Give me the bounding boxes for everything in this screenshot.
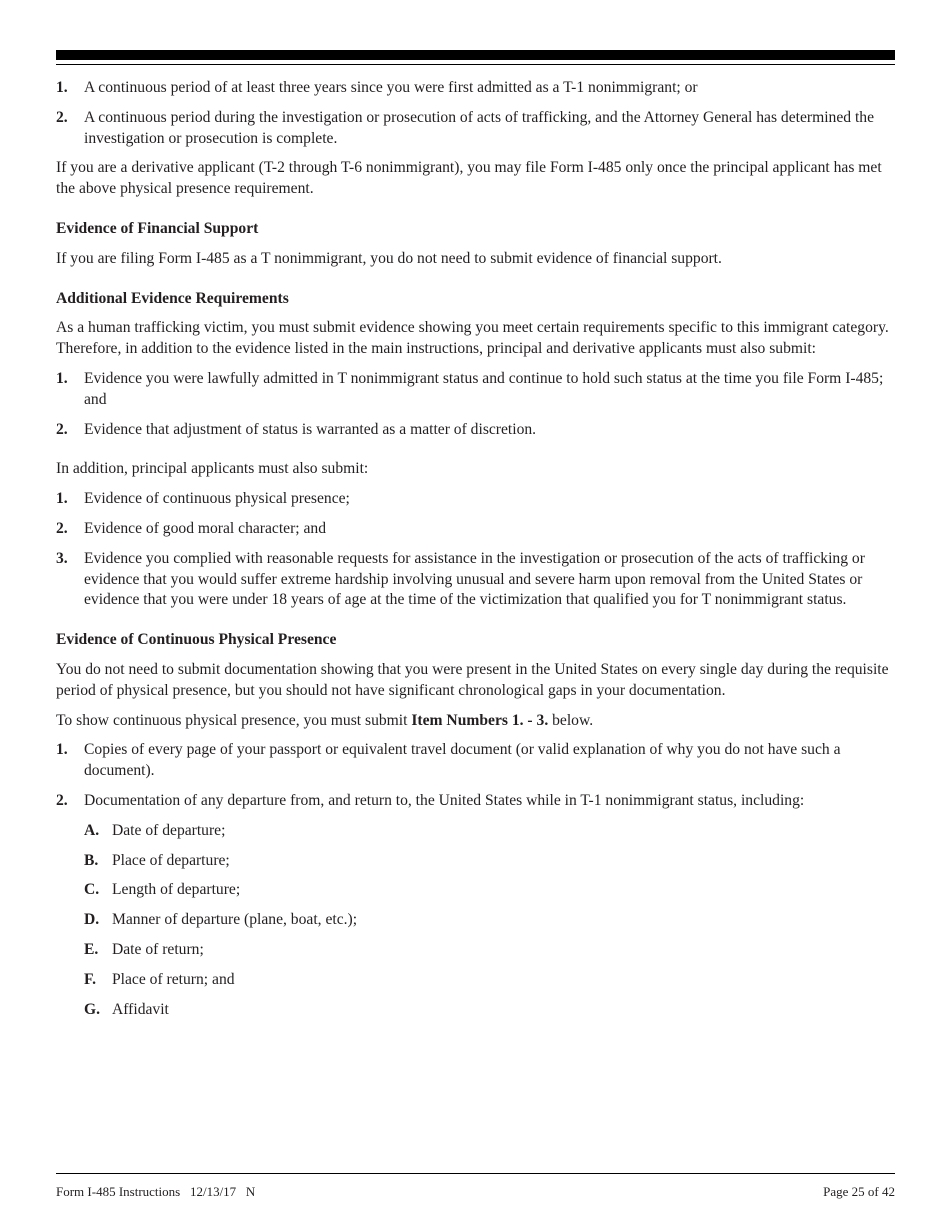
footer-rule (56, 1173, 895, 1174)
item-text: Manner of departure (plane, boat, etc.); (112, 911, 358, 929)
sub-list-item (84, 880, 895, 901)
item-text: Evidence you were lawfully admitted in T nonimmigrant status and continue to hold such status at the time you file Form I-485; and (84, 369, 884, 408)
sub-list-item (84, 1000, 895, 1021)
presence-paragraph: You do not need to submit documentation showing that you were present in the United States on every single day during the requisite period of physical presence, but you should not have significant chronological gaps in your documentation. (56, 660, 889, 699)
item-number: 2. (56, 791, 68, 809)
item-number: 2. (56, 420, 68, 438)
item-letter: E. (84, 940, 99, 958)
item-text: Date of return; (112, 940, 204, 958)
item-text: Place of departure; (112, 851, 230, 869)
header-rule-thick (56, 50, 895, 60)
item-text: Evidence of continuous physical presence; (84, 490, 350, 508)
list-item (56, 740, 895, 782)
item-text: A continuous period of at least three years since you were first admitted as a T-1 nonimmigrant; or (84, 79, 698, 96)
list-item (56, 78, 895, 99)
item-text: Evidence of good moral character; and (84, 519, 327, 537)
list-item (56, 791, 895, 812)
item-text: Evidence you complied with reasonable requests for assistance in the investigation or prosecution of the acts of trafficking or evidence that you would suffer extreme hardship involving unusual and severe harm upon removal from the United States or evidence that you were under 18 years of age at the time of the victimization that qualified you for T nonimmigrant status. (84, 549, 865, 609)
header-rule-thin (56, 64, 895, 65)
item-number: 2. (56, 108, 68, 126)
presence-show-paragraph (56, 711, 895, 732)
list-item (56, 420, 895, 441)
additional-paragraph: As a human trafficking victim, you must submit evidence showing you meet certain requirements specific to this immigrant category. Therefore, in addition to the evidence listed in the main instructions, principal and derivative applicants must also submit: (56, 319, 889, 358)
item-number: 1. (56, 741, 68, 759)
sub-list-item (84, 910, 895, 931)
item-text: Length of departure; (112, 881, 241, 899)
item-text: Evidence that adjustment of status is warranted as a matter of discretion. (84, 420, 537, 438)
list-item (56, 369, 895, 411)
item-letter: F. (84, 970, 96, 988)
item-text: Place of return; and (112, 970, 235, 988)
item-letter: B. (84, 851, 99, 869)
item-text: Documentation of any departure from, and return to, the United States while in T-1 nonimmigrant status, including: (84, 791, 805, 809)
item-text: Copies of every page of your passport or equivalent travel document (or valid explanation of why you do not have such a document). (84, 741, 841, 780)
footer-page-number: Page 25 of 42 (823, 1184, 895, 1199)
item-text: A continuous period during the investigation or prosecution of acts of trafficking, and the Attorney General has determined the investigation or prosecution is complete. (84, 108, 875, 147)
footer-form-id: Form I-485 Instructions 12/13/17 N (56, 1184, 256, 1199)
page-content (56, 78, 895, 1029)
sub-list-item (84, 940, 895, 961)
financial-paragraph: If you are filing Form I-485 as a T nonimmigrant, you do not need to submit evidence of financial support. (56, 249, 722, 267)
derivative-paragraph: If you are a derivative applicant (T-2 through T-6 nonimmigrant), you may file Form I-485 only once the principal applicant has met the above physical presence requirement. (56, 159, 882, 198)
presence-heading: Evidence of Continuous Physical Presence (56, 631, 337, 649)
sub-list-item (84, 851, 895, 872)
principal-intro: In addition, principal applicants must also submit: (56, 460, 369, 478)
show-prefix: To show continuous physical presence, you must submit (56, 711, 412, 729)
list-item (56, 519, 895, 540)
item-number: 1. (56, 490, 68, 508)
show-suffix: below. (548, 711, 594, 729)
list-item (56, 489, 895, 510)
item-number: 3. (56, 549, 68, 567)
item-letter: C. (84, 881, 100, 899)
item-letter: G. (84, 1000, 101, 1018)
item-number: 2. (56, 519, 68, 537)
item-number: 1. (56, 369, 68, 387)
item-text: Affidavit (112, 1000, 169, 1018)
list-item (56, 108, 895, 150)
show-bold: Item Numbers 1. - 3. (411, 711, 549, 729)
list-item (56, 549, 895, 611)
item-letter: A. (84, 821, 100, 839)
sub-list-item (84, 821, 895, 842)
item-text: Date of departure; (112, 821, 226, 839)
item-letter: D. (84, 911, 100, 929)
item-number: 1. (56, 79, 68, 96)
sub-list-item (84, 970, 895, 991)
financial-heading: Evidence of Financial Support (56, 219, 259, 237)
additional-heading: Additional Evidence Requirements (56, 289, 289, 307)
